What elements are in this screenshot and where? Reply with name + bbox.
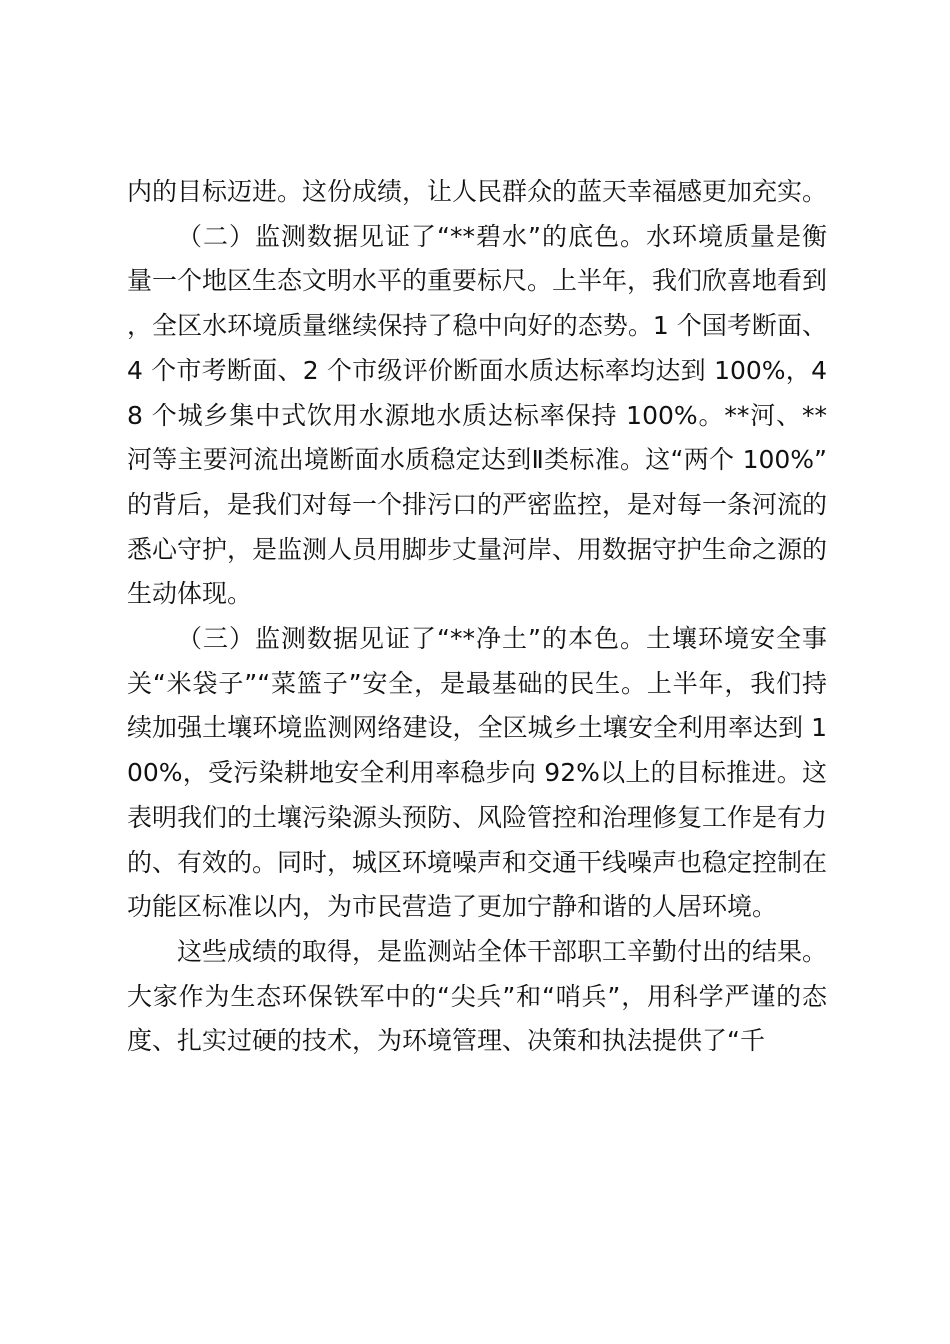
paragraph-3: （三）监测数据见证了“**净土”的本色。土壤环境安全事关“米袋子”“菜篮子”安全，是最基础的民生。上半年，我们持续加强土壤环境监测网络建设，全区城乡土壤安全利用率达到 100%，受污染耕地安全利用率稳步向 92%以上的目标推进。这表明我们的土壤污染源头预防、风险管控和治理修复工作是有力的、有效的。同时，城区环境噪声和交通干线噪声也稳定控制在功能区标准以内，为市民营造了更加宁静和谐的人居环境。 — [127, 624, 828, 922]
paragraph-4: 这些成绩的取得，是监测站全体干部职工辛勤付出的结果。大家作为生态环保铁军中的“尖兵”和“哨兵”，用科学严谨的态度、扎实过硬的技术，为环境管理、决策和执法提供了“千 — [127, 936, 828, 1056]
paragraph-1: 内的目标迈进。这份成绩，让人民群众的蓝天幸福感更加充实。 — [127, 177, 828, 206]
document-body — [127, 170, 827, 1064]
paragraph-2: （二）监测数据见证了“**碧水”的底色。水环境质量是衡量一个地区生态文明水平的重要标尺。上半年，我们欣喜地看到，全区水环境质量继续保持了稳中向好的态势。1 个国考断面、4 个市考断面、2 个市级评价断面水质达标率均达到 100%，48 个城乡集中式饮用水源地水质达标率保持 100%。**河、**河等主要河流出境断面水质稳定达到Ⅱ类标准。这“两个 100%”的背后，是我们对每一个排污口的严密监控，是对每一条河流的悉心守护，是监测人员用脚步丈量河岸、用数据守护生命之源的生动体现。 — [127, 221, 828, 609]
